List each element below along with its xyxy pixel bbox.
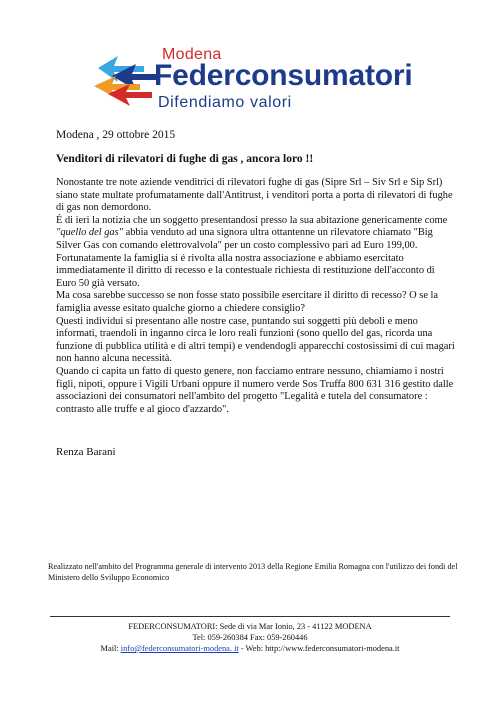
paragraph-5: Questi individui si presentano alle nostre case, puntando sui soggetti più deboli e meno informati, traendoli in inganno circa le loro reali funzioni (sono quello del gas, ricorda una funzione di pubblica utilità e di altri tempi) e vendendogli apparecchi costosissimi di cui magari non hanno alcuna necessità.: [56, 315, 455, 365]
footer-contacts: Mail: info@federconsumatori-modena. it - Web: http://www.federconsumatori-modena.it: [100, 644, 400, 653]
paragraph-1: Nonostante tre note aziende venditrici di rilevatori fughe di gas (Sipre Srl – Siv Srl e Sip Srl) siano state multate profumatamente dall'Antitrust, i venditori porta a porta di rilevatori di fughe di gas non demordono.: [56, 177, 453, 214]
paragraph-6: Quando ci capita un fatto di questo genere, non facciamo entrare nessuno, chiamiamo i nostri figli, nipoti, oppure i Vigili Urbani oppure il numero verde Sos Truffa 800 631 316 gestito dalle associazioni dei consumatori nell'ambito del progetto "Legalità e tutela del consumatore : contrasto alle truffe e al gioco d'azzardo".: [56, 365, 454, 415]
footer-address: FEDERCONSUMATORI: Sede di via Mar Ionio, 23 - 41122 MODENA: [128, 622, 372, 631]
letter-date: Modena , 29 ottobre 2015: [56, 129, 176, 141]
paragraph-2: É di ieri la notizia che un soggetto presentandosi presso la sua abitazione genericamente come "quello del gas" abbia venduto ad una signora ultra ottantenne un rilevatore chiamato "Big Silver Gas con comando elettrovalvola" per un costo complessivo pari ad Euro 199,00.: [56, 214, 448, 251]
signature: Renza Barani: [56, 446, 116, 458]
footer: [50, 621, 450, 654]
logo-arrows-icon: [92, 46, 162, 112]
logo-slogan: Difendiamo valori: [158, 94, 292, 111]
email-link[interactable]: info@federconsumatori-modena. it: [120, 644, 239, 653]
paragraph-4: Ma cosa sarebbe successo se non fosse stato possibile esercitare il diritto di recesso? O se la famiglia avesse esitato qualche giorno a chiedere consiglio?: [56, 290, 439, 314]
quote-text: "quello del gas": [56, 227, 124, 239]
funding-note: Realizzato nell'ambito del Programma generale di intervento 2013 della Regione Emilia Romagna con l'utilizzo dei fondi del Ministero dello Sviluppo Economico: [48, 562, 458, 582]
federconsumatori-logo: [92, 46, 432, 112]
paragraph-3: Fortunatamente la famiglia si é rivolta alla nostra associazione e abbiamo esercitato immediatamente il diritto di recesso e la contestuale richiesta di restituzione dell'acconto di Euro 50 già versato.: [56, 252, 435, 289]
footer-phone: Tel: 059-260384 Fax: 059-260446: [192, 633, 308, 642]
logo-city: Modena: [162, 46, 222, 63]
footer-divider: [50, 616, 450, 617]
letter-body: [56, 177, 456, 416]
logo-name: Federconsumatori: [154, 59, 413, 92]
web-text: - Web: http://www.federconsumatori-modena.it: [238, 644, 400, 653]
letter-title: Venditori di rilevatori di fughe di gas , ancora loro !!: [56, 153, 314, 165]
